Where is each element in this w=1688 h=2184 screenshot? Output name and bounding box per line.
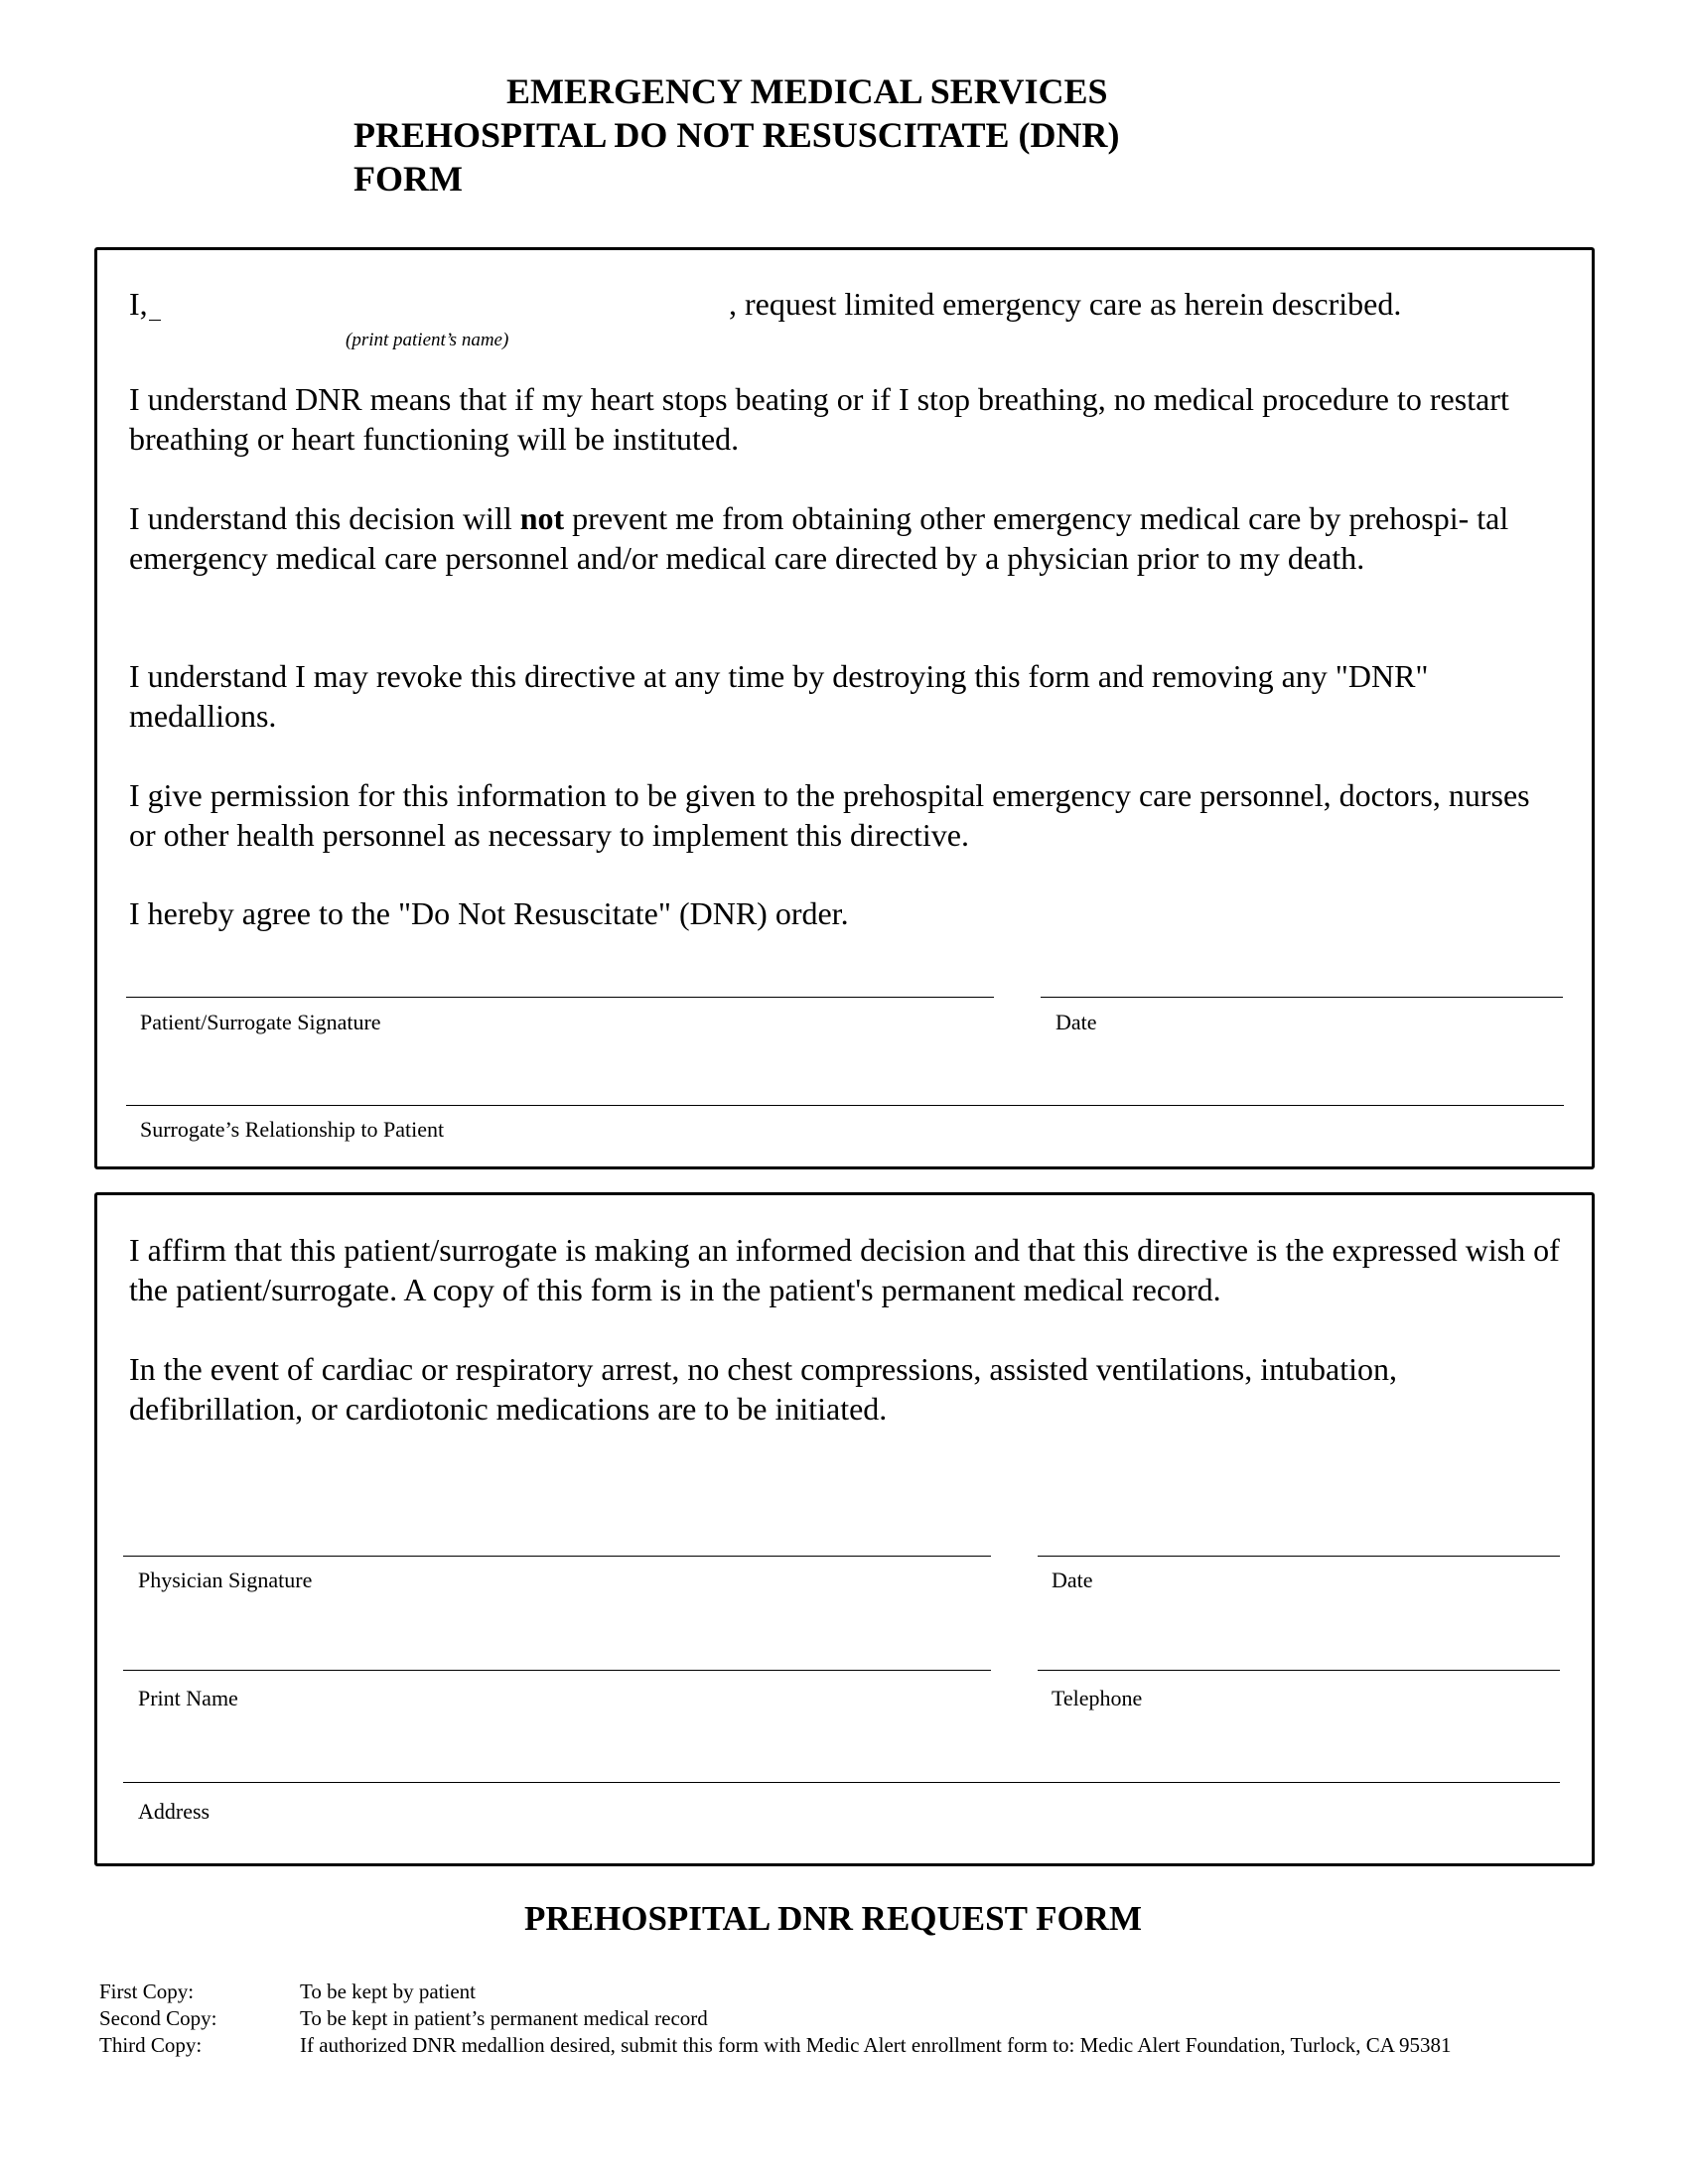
other-care-text-b: prevent me from obtaining other emergency medical care by prehospi- tal emergency medical care personnel and/or medical care directed by a physician prior to my death. [129, 500, 1509, 576]
patient-name-field[interactable] [149, 320, 161, 321]
print-name-line[interactable] [123, 1670, 991, 1671]
telephone-label: Telephone [1052, 1686, 1143, 1710]
permission-paragraph: I give permission for this information to be given to the prehospital emergency care personnel, doctors, nurses or other health personnel as necessary to implement this directive. [129, 777, 1530, 853]
telephone-line[interactable] [1038, 1670, 1560, 1671]
form-title-line-2: PREHOSPITAL DO NOT RESUSCITATE (DNR) [353, 115, 1120, 155]
other-care-emphasis: not [519, 500, 565, 536]
request-form-title: PREHOSPITAL DNR REQUEST FORM [524, 1899, 1142, 1938]
copy-label: Third Copy: [99, 2033, 203, 2057]
patient-request-text: , request limited emergency care as herein described. [729, 286, 1402, 322]
copy-instruction: To be kept by patient [300, 1979, 476, 2003]
physician-date-label: Date [1052, 1568, 1093, 1592]
form-title-line-3: FORM [353, 159, 463, 199]
arrest-instructions-paragraph: In the event of cardiac or respiratory arrest, no chest compressions, assisted ventilations, intubation, defibrillation, or cardiotonic medications are to be initiated. [129, 1351, 1397, 1427]
other-care-text-a: I understand this decision will [129, 500, 520, 536]
copy-instruction: If authorized DNR medallion desired, submit this form with Medic Alert enrollment form to: Medic Alert Foundation, Turlock, CA 95381 [300, 2033, 1452, 2057]
form-title-line-1: EMERGENCY MEDICAL SERVICES [506, 71, 1108, 111]
surrogate-relationship-line[interactable] [126, 1105, 1564, 1106]
dnr-definition-paragraph: I understand DNR means that if my heart stops beating or if I stop breathing, no medical procedure to restart breathing or heart functioning will be instituted. [129, 381, 1509, 457]
physician-signature-line[interactable] [123, 1556, 991, 1557]
copy-instruction: To be kept in patient’s permanent medical record [300, 2006, 708, 2030]
patient-name-prefix: I, [129, 286, 148, 322]
surrogate-relationship-label: Surrogate’s Relationship to Patient [140, 1117, 445, 1142]
patient-name-caption: (print patient’s name) [346, 330, 509, 350]
copy-label: First Copy: [99, 1979, 195, 2003]
address-label: Address [138, 1799, 211, 1824]
physician-date-line[interactable] [1038, 1556, 1560, 1557]
print-name-label: Print Name [138, 1686, 238, 1710]
revoke-paragraph: I understand I may revoke this directive at any time by destroying this form and removing any "DNR" medallions. [129, 658, 1429, 734]
agreement-paragraph: I hereby agree to the "Do Not Resuscitate" (DNR) order. [129, 895, 849, 931]
physician-affirmation-paragraph: I affirm that this patient/surrogate is making an informed decision and that this directive is the expressed wish of the patient/surrogate. A copy of this form is in the patient's permanent medical record. [129, 1232, 1560, 1307]
patient-date-label: Date [1055, 1010, 1097, 1034]
copy-label: Second Copy: [99, 2006, 217, 2030]
physician-section [94, 1192, 1595, 1866]
physician-signature-label: Physician Signature [138, 1568, 313, 1592]
patient-section [94, 247, 1595, 1169]
other-care-paragraph [129, 498, 1559, 578]
address-line[interactable] [123, 1782, 1560, 1783]
patient-signature-label: Patient/Surrogate Signature [140, 1010, 381, 1034]
patient-date-line[interactable] [1041, 997, 1563, 998]
patient-signature-line[interactable] [126, 997, 994, 998]
